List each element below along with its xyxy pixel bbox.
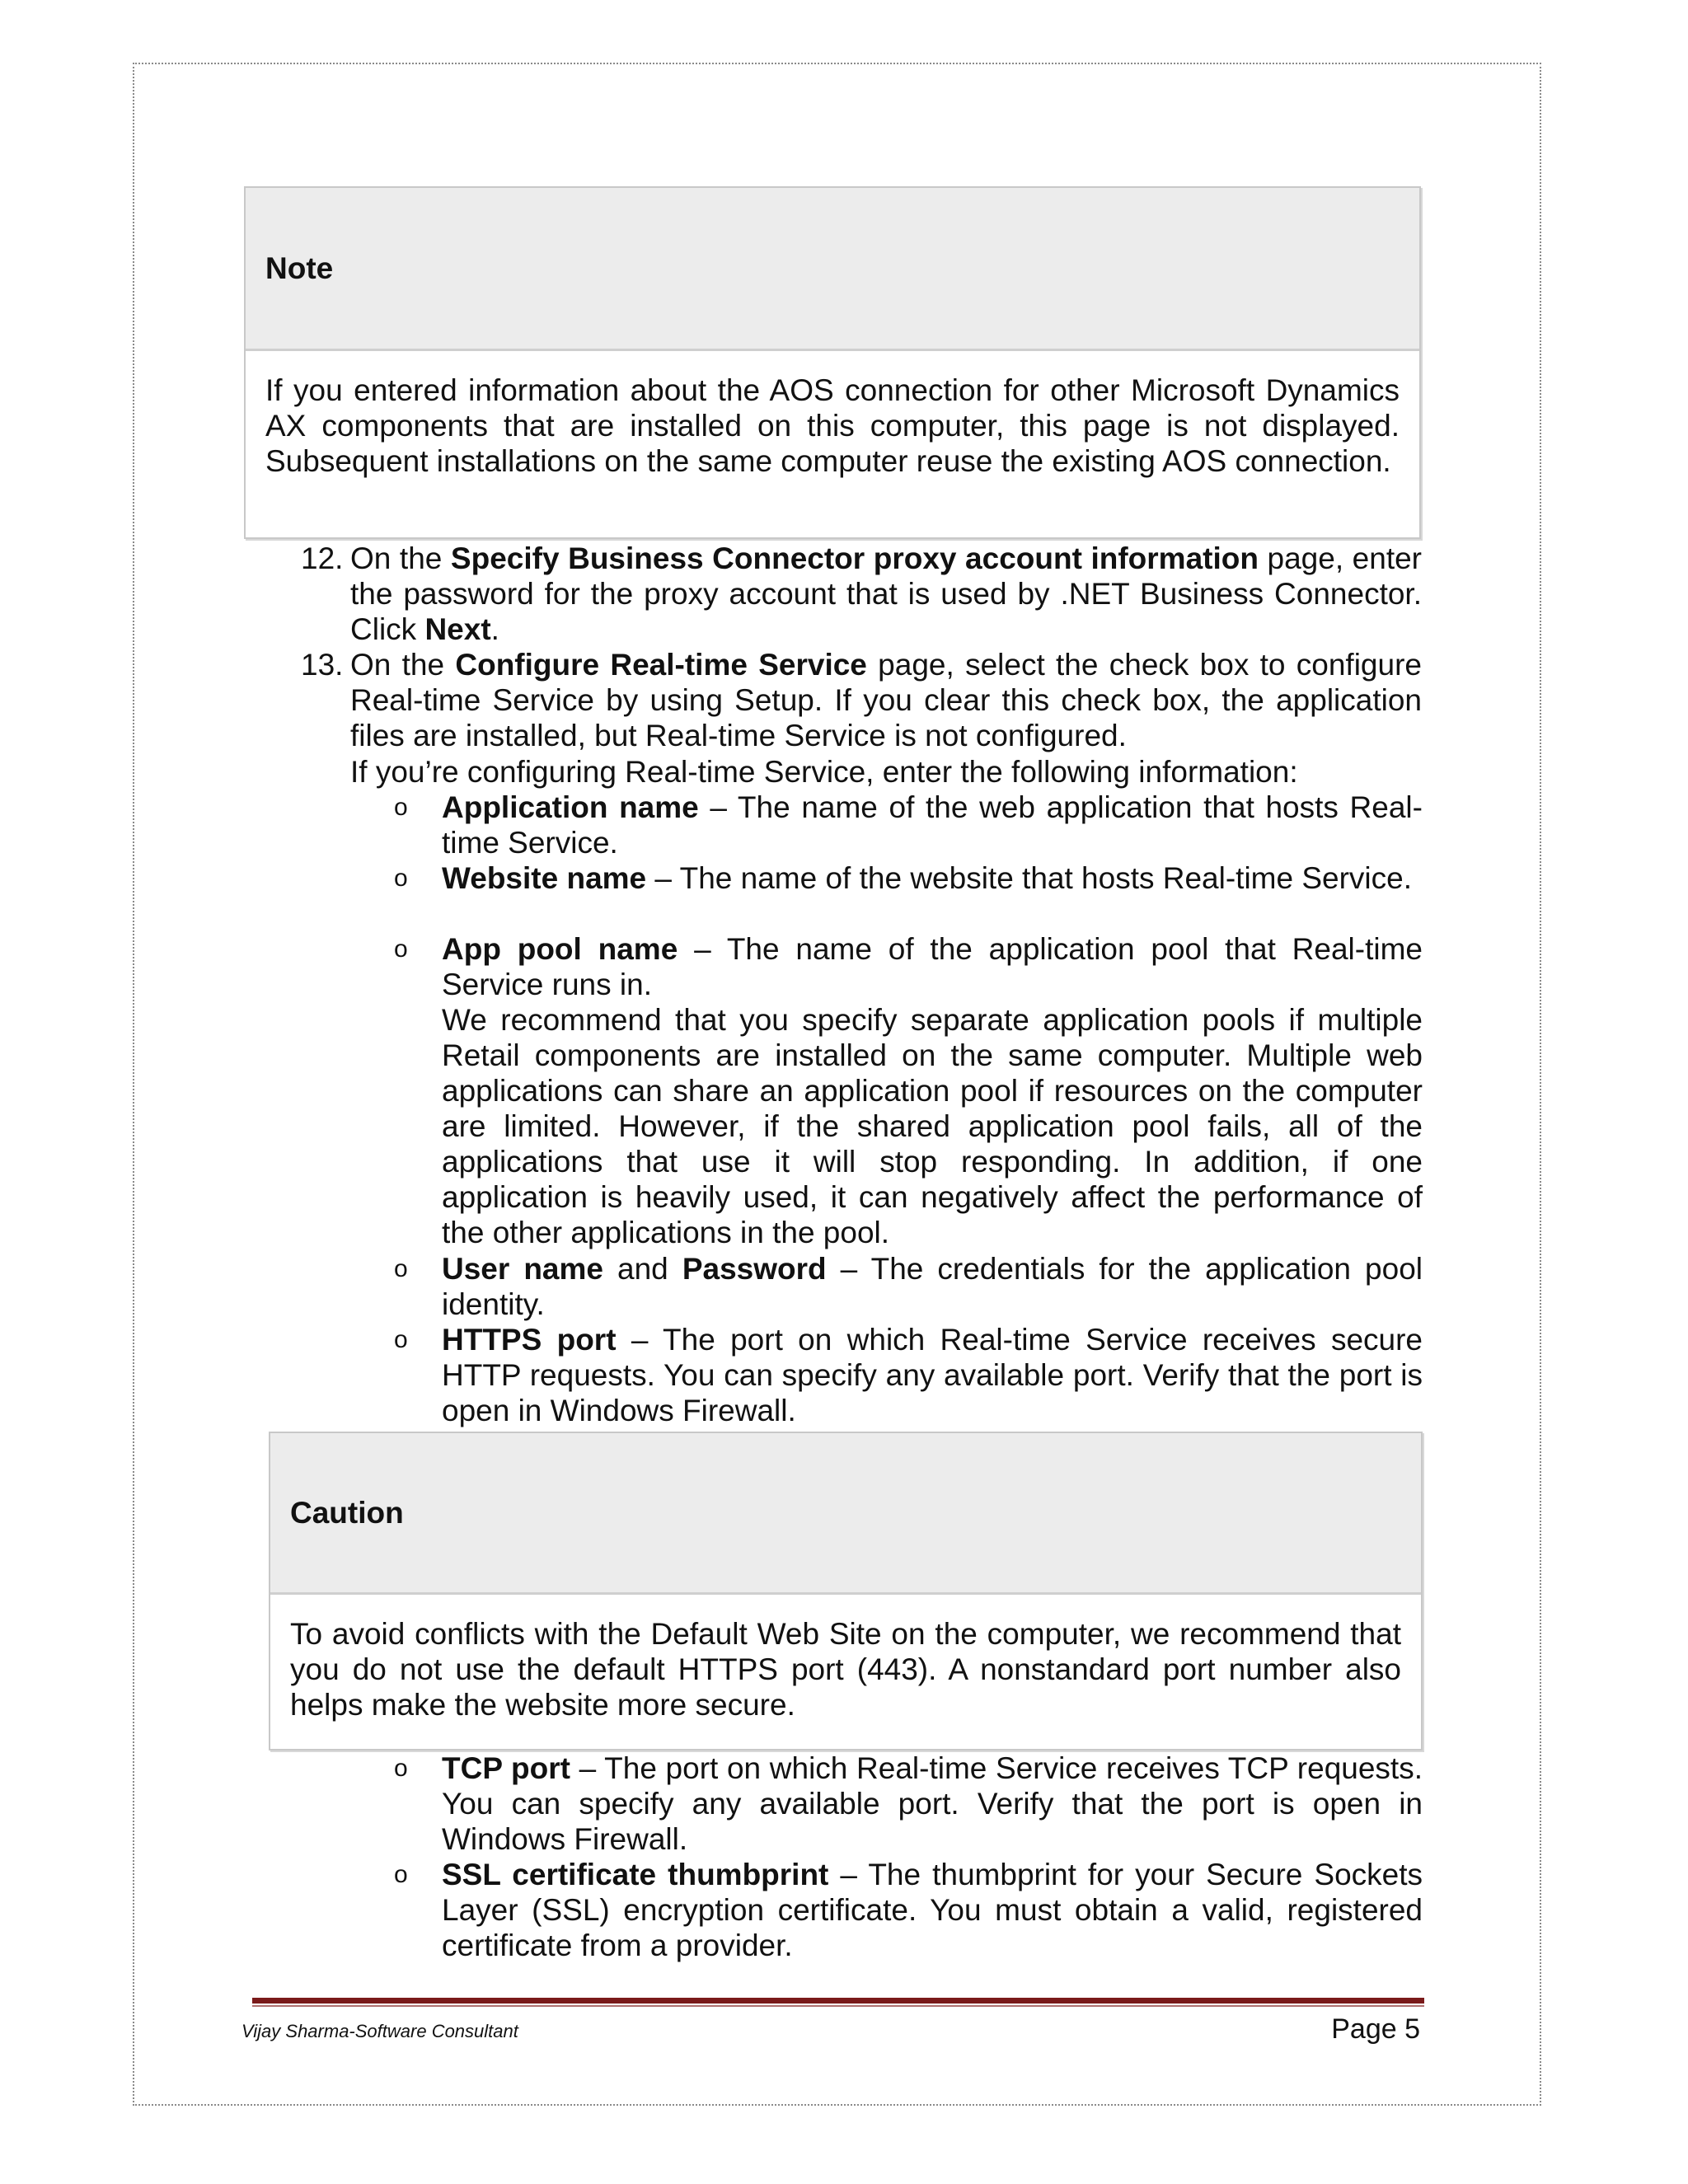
- footer-rule-thin: [252, 2005, 1424, 2007]
- bullet-desc: – The credentials for the application pool identity.: [442, 1252, 1423, 1321]
- bullet-mark: o: [394, 1755, 408, 1782]
- caution-box: [269, 1432, 1423, 1750]
- step-text: [350, 647, 1422, 753]
- step-number: 13.: [301, 648, 344, 682]
- bullet-term: Website name: [442, 861, 647, 895]
- bullet-desc: – The port on which Real-time Service receives secure HTTP requests. You can specify any available port. Verify that the port is open in Windows Firewall.: [442, 1323, 1423, 1427]
- bullet-mark: o: [394, 865, 408, 892]
- step-13: [301, 647, 1422, 753]
- step-text-end: .: [490, 612, 499, 646]
- bullet-term: Application name: [442, 790, 699, 824]
- footer-author: Vijay Sharma-Software Consultant: [241, 2021, 518, 2041]
- step-page-name: Specify Business Connector proxy account information: [450, 541, 1259, 575]
- step-text-pre: On the: [350, 541, 451, 575]
- bullet-term-2: Password: [682, 1252, 827, 1286]
- bullet-term: User name: [442, 1252, 603, 1286]
- bullet-desc: – The name of the web application that hosts Real-time Service.: [442, 790, 1423, 860]
- step-page-name: Configure Real-time Service: [455, 648, 867, 682]
- note-box: [244, 186, 1421, 539]
- bullet-https-port: [394, 1322, 1423, 1428]
- bullet-ssl-thumbprint: [394, 1857, 1423, 1963]
- intro-line: If you’re configuring Real-time Service, enter the following information:: [350, 755, 1298, 789]
- bullet-mark: o: [394, 794, 408, 821]
- bullet-term: TCP port: [442, 1751, 570, 1785]
- step-text-post: page, enter the password for the proxy account that is used by .NET Business Connector. Click: [350, 541, 1422, 646]
- footer-rule: [252, 1998, 1424, 2004]
- bullet-tcp-port: [394, 1750, 1423, 1857]
- step-text-pre: On the: [350, 648, 456, 682]
- bullet-conj: and: [603, 1252, 682, 1286]
- bullet-desc: – The port on which Real-time Service receives TCP requests. You can specify any available port. Verify that the port is open in Windows Firewall.: [442, 1751, 1423, 1856]
- bullet-mark: o: [394, 935, 408, 963]
- bullet-application-name: [394, 790, 1423, 860]
- bullet-desc: – The name of the application pool that Real-time Service runs in.: [442, 932, 1423, 1001]
- step-text-post: page, select the check box to configure Real-time Service by using Setup. If you clear this check box, the application files are installed, but Real-time Service is not configured.: [350, 648, 1422, 752]
- step-12: [301, 541, 1422, 647]
- bullet-app-pool-name: [394, 931, 1423, 1250]
- bullet-term: SSL certificate thumbprint: [442, 1858, 829, 1891]
- step-number: 12.: [301, 541, 344, 575]
- note-title: Note: [246, 188, 1419, 351]
- bullet-credentials: [394, 1251, 1423, 1322]
- bullet-mark: o: [394, 1326, 408, 1353]
- bullet-desc: – The thumbprint for your Secure Sockets Layer (SSL) encryption certificate. You must obtain a valid, registered certificate from a provider.: [442, 1858, 1423, 1962]
- bullet-mark: o: [394, 1255, 408, 1282]
- bullet-term: App pool name: [442, 932, 678, 966]
- step-next-label: Next: [424, 612, 491, 646]
- app-pool-note: We recommend that you specify separate application pools if multiple Retail components are installed on the same computer. Multiple web applications can share an application pool if resources on the computer are limited. However, if the shared application pool fails, all of the applications that use it will stop responding. In addition, if one application is heavily used, it can negatively affect the performance of the other applications in the pool.: [442, 1003, 1423, 1249]
- step-text: [350, 541, 1422, 647]
- bullet-desc: – The name of the website that hosts Real-time Service.: [646, 861, 1413, 895]
- bullet-term: HTTPS port: [442, 1323, 617, 1357]
- caution-title: Caution: [270, 1433, 1421, 1595]
- bullet-mark: o: [394, 1861, 408, 1888]
- bullet-website-name: [394, 860, 1423, 896]
- page-number: Page 5: [1331, 2013, 1420, 2045]
- note-text: If you entered information about the AOS connection for other Microsoft Dynamics AX components that are installed on this computer, this page is not displayed. Subsequent installations on the same computer reuse the existing AOS connection.: [265, 373, 1400, 478]
- caution-text: To avoid conflicts with the Default Web Site on the computer, we recommend that you do not use the default HTTPS port (443). A nonstandard port number also helps make the website more secure.: [290, 1617, 1401, 1722]
